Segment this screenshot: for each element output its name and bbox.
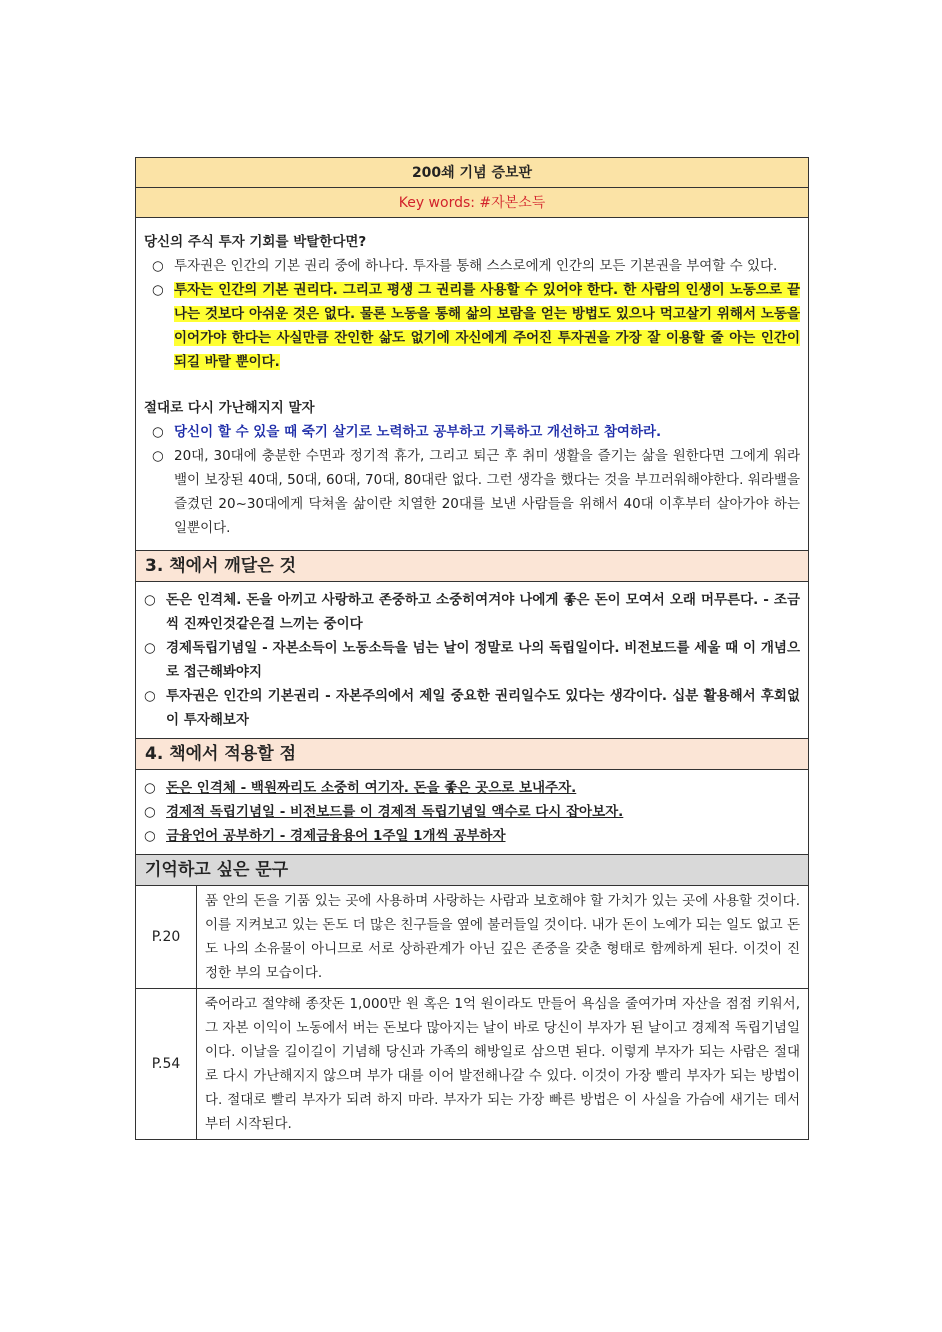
keywords: Key words: #자본소득 [136,188,808,218]
section-3-list [136,582,808,739]
section-4-heading: 4. 책에서 적용할 점 [136,739,808,770]
intro-heading-2: 절대로 다시 가난해지지 말자 [144,400,315,416]
list-item-text: 경제독립기념일 - 자본소득이 노동소득을 넘는 날이 정말로 나의 독립일이다. 비전보드를 세울 때 이 개념으로 접근해봐야지 [166,640,800,680]
list-item-text: 금융언어 공부하기 - 경제금융용어 1주일 1개씩 공부하자 [166,828,506,844]
intro-item-text: 투자권은 인간의 기본 권리 중에 하나다. 투자를 통해 스스로에게 인간의 모든 기본권을 부여할 수 있다. [174,258,778,274]
circle-bullet-icon: ○ [152,282,164,298]
quote-text: 품 안의 돈을 기품 있는 곳에 사용하며 사랑하는 사람과 보호해야 할 가치가 있는 곳에 사용할 것이다. 이를 지켜보고 있는 돈도 더 많은 친구들을 옆에 불러들일 것이다. 내가 돈이 노예가 되는 일도 없고 돈도 나의 소유물이 아니므로 서로 상하관계가 아닌 깊은 존중을 갖춘 형태로 함께하게 된다. 이것이 진정한 부의 모습이다. [205,893,800,981]
intro-item-highlighted [144,278,800,374]
circle-bullet-icon: ○ [152,258,164,274]
circle-bullet-icon: ○ [144,780,156,796]
list-item [144,824,800,848]
summary-document [135,157,809,1140]
quotes-heading: 기억하고 싶은 문구 [136,855,808,886]
quote-row [136,989,808,1139]
list-item-text: 돈은 인격체. 돈을 아끼고 사랑하고 존중하고 소중히여겨야 나에게 좋은 돈이 모여서 오래 머무른다. - 조금씩 진짜인것같은걸 느끼는 중이다 [166,592,800,632]
circle-bullet-icon: ○ [144,640,156,656]
list-item [144,636,800,684]
list-item [144,684,800,732]
quote-row [136,886,808,989]
intro-heading-1: 당신의 주식 투자 기회를 박탈한다면? [144,234,367,250]
section-4-list [136,770,808,855]
list-item-text: 투자권은 인간의 기본권리 - 자본주의에서 제일 중요한 권리일수도 있다는 생각이다. 십분 활용해서 후회없이 투자해보자 [166,688,800,728]
list-item [144,588,800,636]
quote-page-number: P.54 [136,989,197,1139]
document-title: 200쇄 기념 증보판 [136,158,808,188]
intro-item [144,444,800,540]
intro-item [144,420,800,444]
intro-item-text-highlighted: 투자는 인간의 기본 권리다. 그리고 평생 그 권리를 사용할 수 있어야 한다. 한 사람의 인생이 노동으로 끝나는 것보다 아쉬운 것은 없다. 물론 노동을 통해 삶의 보람을 얻는 방법도 있으나 먹고살기 위해서 노동을 이어가야 한다는 사실만큼 잔인한 삶도 없기에 자신에게 주어진 투자권을 가장 잘 이용할 줄 아는 인간이 되길 바랄 뿐이다. [174,282,800,370]
quote-page-number: P.20 [136,886,197,988]
intro-section [136,218,808,551]
circle-bullet-icon: ○ [152,424,164,440]
intro-item-text-blue: 당신이 할 수 있을 때 죽기 살기로 노력하고 공부하고 기록하고 개선하고 참여하라. [174,424,662,440]
circle-bullet-icon: ○ [144,828,156,844]
list-item-text: 경제적 독립기념일 - 비전보드를 이 경제적 독립기념일 액수로 다시 잡아보자. [166,804,624,820]
circle-bullet-icon: ○ [152,448,164,464]
intro-item [144,254,800,278]
list-item [144,776,800,800]
section-3-heading: 3. 책에서 깨달은 것 [136,551,808,582]
intro-item-text: 20대, 30대에 충분한 수면과 정기적 휴가, 그리고 퇴근 후 취미 생활을 즐기는 삶을 원한다면 그에게 워라밸이 보장된 40대, 50대, 60대, 70대, 80대란 없다. 그런 생각을 했다는 것을 부끄러워해야한다. 워라밸을 즐겼던 20~30대에게 닥쳐올 삶이란 치열한 20대를 보낸 사람들을 위해서 40대 이후부터 살아가야 하는 일뿐이다. [174,448,800,536]
circle-bullet-icon: ○ [144,804,156,820]
quote-text: 죽어라고 절약해 종잣돈 1,000만 원 혹은 1억 원이라도 만들어 욕심을 줄여가며 자산을 점점 키워서, 그 자본 이익이 노동에서 버는 돈보다 많아지는 날이 바로 당신이 부자가 된 날이고 경제적 독립기념일이다. 이날을 길이길이 기념해 당신과 가족의 해방일로 삼으면 된다. 이렇게 부자가 되는 사람은 절대로 다시 가난해지지 않으며 부가 대를 이어 발전해나갈 수 있다. 이것이 가장 빨리 부자가 되는 방법이다. 절대로 빨리 부자가 되려 하지 마라. 부자가 되는 가장 빠른 방법은 이 사실을 가슴에 새기는 데서부터 시작된다. [205,996,800,1132]
list-item [144,800,800,824]
circle-bullet-icon: ○ [144,688,156,704]
list-item-text: 돈은 인격체 - 백원짜리도 소중히 여기자. 돈을 좋은 곳으로 보내주자. [166,780,577,796]
circle-bullet-icon: ○ [144,592,156,608]
